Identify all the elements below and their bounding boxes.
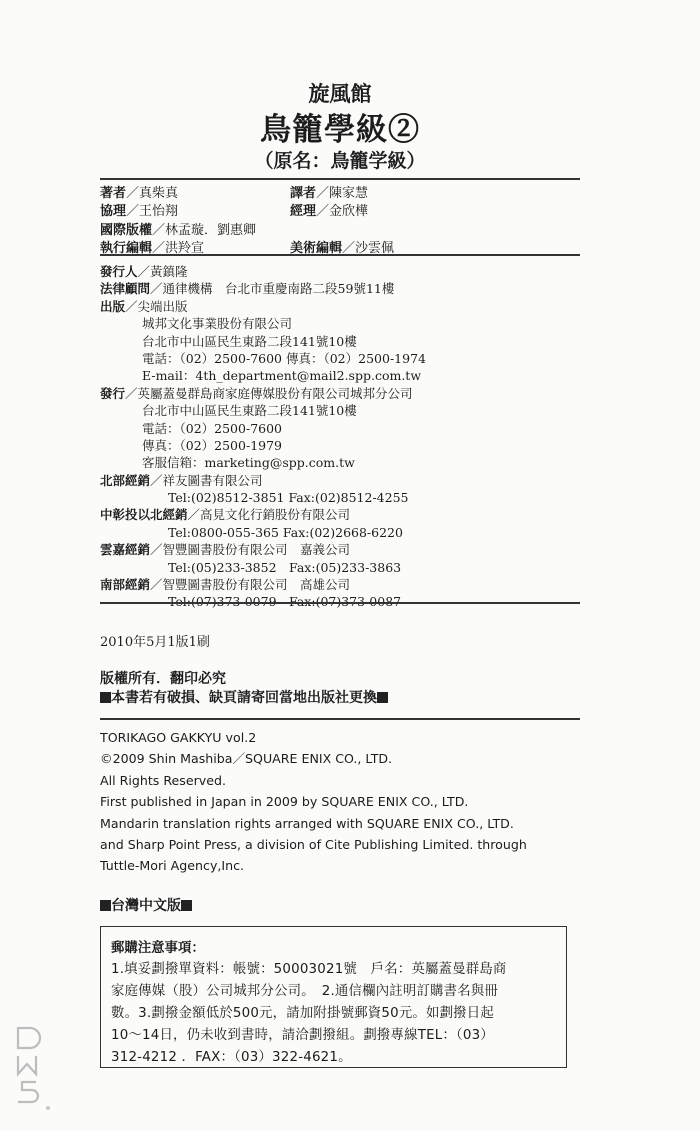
- publishing-line: [100, 541, 580, 558]
- publishing-separator: ／: [125, 298, 138, 314]
- edition-label-text: 台灣中文版: [111, 898, 181, 914]
- square-bullet-icon: [100, 900, 111, 911]
- publishing-value: Tel:(02)8512-3851 Fax:(02)8512-4255: [168, 490, 409, 506]
- english-license: [100, 727, 600, 877]
- publishing-value: Tel:(07)373-0079 Fax:(07)373-0087: [168, 594, 402, 610]
- publishing-value: 傳真：（02）2500-1979: [142, 437, 283, 453]
- publishing-separator: ／: [150, 281, 163, 297]
- credit-separator: ／: [126, 186, 140, 201]
- publishing-label: 法律顧問: [100, 281, 151, 297]
- credit-separator: ／: [316, 204, 330, 220]
- credit-value: 洪羚宣: [165, 240, 205, 256]
- publishing-value: 尖端出版: [137, 298, 188, 314]
- mail-order-line: 10～14日，仍未收到書時，請洽劃撥組。劃撥專線TEL：（03）: [111, 1028, 494, 1043]
- credit-label: 經理: [290, 204, 317, 220]
- publishing-value: 高見文化行銷股份有限公司: [200, 507, 351, 523]
- publishing-line: [100, 489, 580, 506]
- dm5-watermark-icon: [8, 1020, 63, 1115]
- credit-entry: [100, 182, 178, 201]
- publishing-line: [100, 350, 580, 367]
- publishing-separator: ／: [187, 507, 201, 523]
- credit-value: 陳家慧: [329, 186, 369, 201]
- publishing-value: E-mail：4th_department@mail2.spp.com.tw: [142, 368, 422, 384]
- credit-entry: [290, 200, 368, 219]
- divider-publishing: [100, 602, 580, 604]
- publisher-series: 旋風館: [308, 81, 372, 106]
- publishing-label: 雲嘉經銷: [100, 542, 151, 558]
- publishing-label: 南部經銷: [100, 577, 151, 593]
- publishing-line: [100, 263, 580, 280]
- mail-order-line: 數。3.劃撥金額低於500元，請加附掛號郵資50元。如劃撥日起: [111, 1006, 494, 1021]
- publishing-value: 黃鎮隆: [150, 264, 188, 279]
- publishing-line: [100, 437, 580, 454]
- print-date: 2010年5月1版1刷: [100, 635, 210, 650]
- divider-top: [100, 178, 580, 180]
- credit-value: 王怡翔: [139, 204, 179, 220]
- publishing-value: 台北市中山區民生東路二段141號10樓: [142, 403, 357, 419]
- publishing-line: [100, 333, 580, 350]
- credit-value: 林孟璇．劉惠卿: [165, 222, 257, 238]
- mail-order-box: [100, 926, 567, 1068]
- english-line: First published in Japan in 2009 by SQUARE ENIX CO., LTD.: [100, 794, 469, 810]
- credit-separator: ／: [152, 240, 166, 256]
- rights-notice: 版權所有．翻印必究: [100, 671, 226, 687]
- credit-label: 協理: [100, 204, 127, 220]
- publishing-value: 電話：（02）2500-7600 傳真：（02）2500-1974: [142, 350, 426, 366]
- mail-order-line: 1.填妥劃撥單資料：帳號：50003021號 戶名：英屬蓋曼群島商: [111, 962, 507, 977]
- defect-notice: [100, 687, 388, 707]
- credit-separator: ／: [342, 240, 356, 256]
- publishing-value: 智豐圖書股份有限公司 高雄公司: [162, 577, 351, 593]
- publishing-value: 台北市中山區民生東路二段141號10樓: [142, 333, 357, 349]
- credit-row: [100, 219, 580, 238]
- publishing-label: 發行人: [100, 264, 138, 279]
- defect-notice-text: 本書若有破損、缺頁請寄回當地出版社更換: [111, 690, 377, 706]
- publishing-value: 通律機構 台北市重慶南路二段59號11樓: [162, 281, 395, 297]
- publishing-line: [100, 576, 580, 593]
- credit-value: 金欣樺: [329, 204, 369, 220]
- divider-credits: [100, 254, 580, 256]
- publishing-line: [100, 385, 580, 402]
- publishing-separator: ／: [150, 542, 163, 558]
- credit-label: 美術編輯: [290, 240, 343, 256]
- credit-label: 執行編輯: [100, 240, 153, 256]
- publishing-separator: ／: [150, 472, 163, 488]
- publishing-value: 電話：（02）2500-7600: [142, 420, 283, 436]
- publishing-line: [100, 315, 580, 332]
- credit-separator: ／: [126, 204, 140, 220]
- publishing-value: Tel:0800-055-365 Fax:(02)2668-6220: [168, 524, 403, 540]
- credit-label: 國際版權: [100, 222, 153, 238]
- publishing-label: 北部經銷: [100, 472, 151, 488]
- original-title: （原名：鳥籠学級）: [254, 150, 426, 172]
- publishing-value: 客服信箱：marketing@spp.com.tw: [142, 455, 355, 471]
- english-line: All Rights Reserved.: [100, 772, 226, 788]
- english-line: TORIKAGO GAKKYU vol.2: [100, 730, 257, 745]
- square-bullet-icon: [181, 900, 192, 911]
- square-bullet-icon: [377, 692, 388, 703]
- publishing-value: 智豐圖書股份有限公司 嘉義公司: [162, 542, 351, 558]
- english-line: Mandarin translation rights arranged with SQUARE ENIX CO., LTD.: [100, 815, 514, 831]
- credit-label: 著者: [100, 186, 127, 201]
- square-bullet-icon: [100, 692, 111, 703]
- credit-entry: [100, 219, 256, 238]
- credit-value: 真柴真: [139, 186, 179, 201]
- publishing-separator: ／: [137, 264, 151, 279]
- publishing-line: [100, 524, 580, 541]
- credit-entry: [100, 200, 178, 219]
- publishing-line: [100, 454, 580, 471]
- publishing-separator: ／: [125, 385, 138, 401]
- credit-row: [100, 200, 580, 219]
- credit-separator: ／: [152, 222, 166, 238]
- credit-entry: [290, 182, 368, 201]
- publishing-separator: ／: [150, 577, 163, 593]
- publishing-line: [100, 559, 580, 576]
- publishing-value: Tel:(05)233-3852 Fax:(05)233-3863: [168, 559, 402, 575]
- publishing-line: [100, 298, 580, 315]
- publishing-line: [100, 280, 580, 297]
- edition-label: [100, 895, 192, 915]
- mail-order-title: 郵購注意事項：: [111, 941, 205, 956]
- mail-order-lines: [111, 959, 556, 1069]
- credit-value: 沙雲佩: [355, 240, 395, 256]
- english-line: Tuttle-Mori Agency,Inc.: [100, 858, 245, 874]
- publishing-info: [100, 263, 580, 611]
- publishing-value: 祥友圖書有限公司: [162, 472, 263, 488]
- english-line: and Sharp Point Press, a division of Cite Publishing Limited. through: [100, 836, 527, 852]
- publishing-line: [100, 367, 580, 384]
- publishing-line: [100, 472, 580, 489]
- publishing-value: 英屬蓋曼群島商家庭傳媒股份有限公司城邦分公司: [137, 385, 413, 401]
- english-line: ©2009 Shin Mashiba／SQUARE ENIX CO., LTD.: [100, 751, 393, 767]
- book-title: 鳥籠學級②: [260, 112, 420, 148]
- mail-order-line: 312-4212 ．FAX：（03）322-4621。: [111, 1050, 352, 1065]
- mail-order-line: 家庭傳媒（股）公司城邦分公司。 2.通信欄內註明訂購書名與冊: [111, 984, 499, 999]
- publishing-label: 中彰投以北經銷: [100, 507, 188, 523]
- publishing-label: 發行: [100, 385, 126, 401]
- publishing-line: [100, 420, 580, 437]
- credit-separator: ／: [316, 186, 330, 201]
- divider-license: [100, 718, 580, 720]
- publishing-line: [100, 506, 580, 523]
- publishing-label: 出版: [100, 298, 126, 314]
- publishing-value: 城邦文化事業股份有限公司: [142, 316, 293, 332]
- publishing-line: [100, 402, 580, 419]
- credit-label: 譯者: [290, 186, 317, 201]
- credit-row: [100, 182, 580, 201]
